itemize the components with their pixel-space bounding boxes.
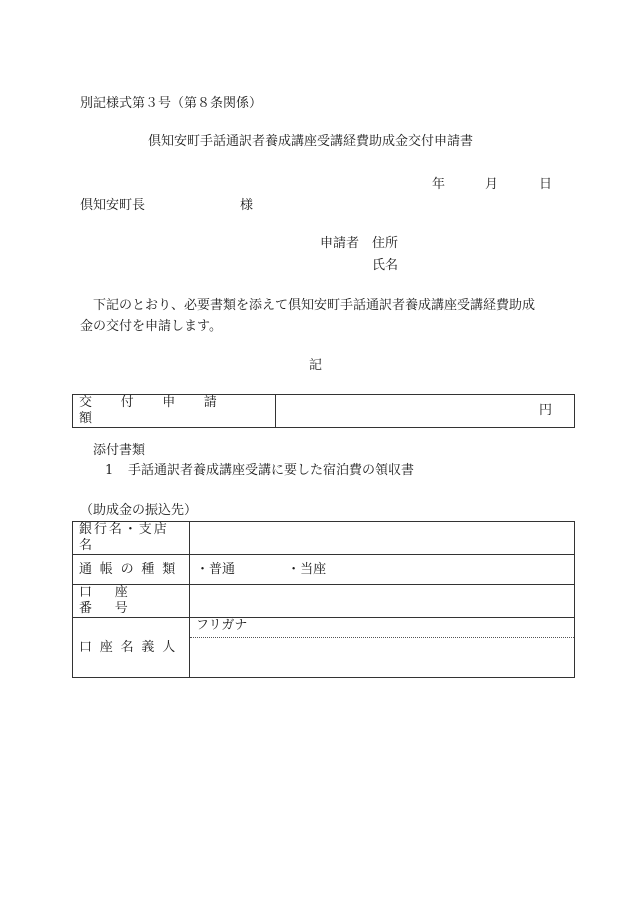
attachment-item-text: 手話通訳者養成講座受講に要した宿泊費の領収書 [128,463,415,478]
account-type-value-cell[interactable] [190,555,575,585]
applicant-address-label: 住所 [372,236,399,251]
amount-unit: 円 [538,403,552,418]
account-number-label: 口座番号 [79,585,151,616]
account-type-ordinary[interactable]: ・普通 [196,561,236,577]
furigana-cell[interactable] [190,618,575,638]
account-type-current[interactable]: ・当座 [287,561,327,577]
ki-label: 記 [309,358,323,373]
account-holder-value-cell[interactable] [190,638,575,678]
account-holder-label-cell [73,618,190,678]
amount-label-cell [73,395,276,428]
account-number-value-cell[interactable] [190,585,575,618]
applicant-name-label: 氏名 [372,258,399,273]
account-number-label-cell [73,585,190,618]
date-day: 日 [539,177,553,192]
date-month: 月 [485,177,499,192]
amount-table [72,394,575,428]
date-year: 年 [432,177,446,192]
bank-branch-value-cell[interactable] [190,522,575,555]
account-holder-label: 口座名義人 [79,639,184,655]
furigana-label: フリガナ [196,618,248,633]
addressee-honorific: 様 [240,198,254,213]
body-text-line1: 下記のとおり、必要書類を添えて倶知安町手話通訳者養成講座受講経費助成 [93,298,536,313]
bank-table [72,521,575,678]
bank-heading: （助成金の振込先） [80,503,198,518]
attachments-heading: 添付書類 [93,443,146,458]
body-text-line2: 金の交付を申請します。 [80,319,222,334]
bank-branch-label: 銀行名・支店名 [79,522,169,553]
amount-label: 交付申請額 [79,395,246,426]
form-number: 別記様式第３号（第８条関係） [80,96,263,111]
attachment-item-number: 1 [105,463,114,478]
account-type-label-cell [73,555,190,585]
addressee-name: 倶知安町長 [80,198,146,213]
amount-value-cell[interactable] [276,395,575,428]
document-title: 倶知安町手話通訳者養成講座受講経費助成金交付申請書 [148,134,474,149]
bank-branch-label-cell [73,522,190,555]
account-type-label: 通帳の種類 [79,561,184,577]
applicant-label: 申請者 [320,236,360,251]
